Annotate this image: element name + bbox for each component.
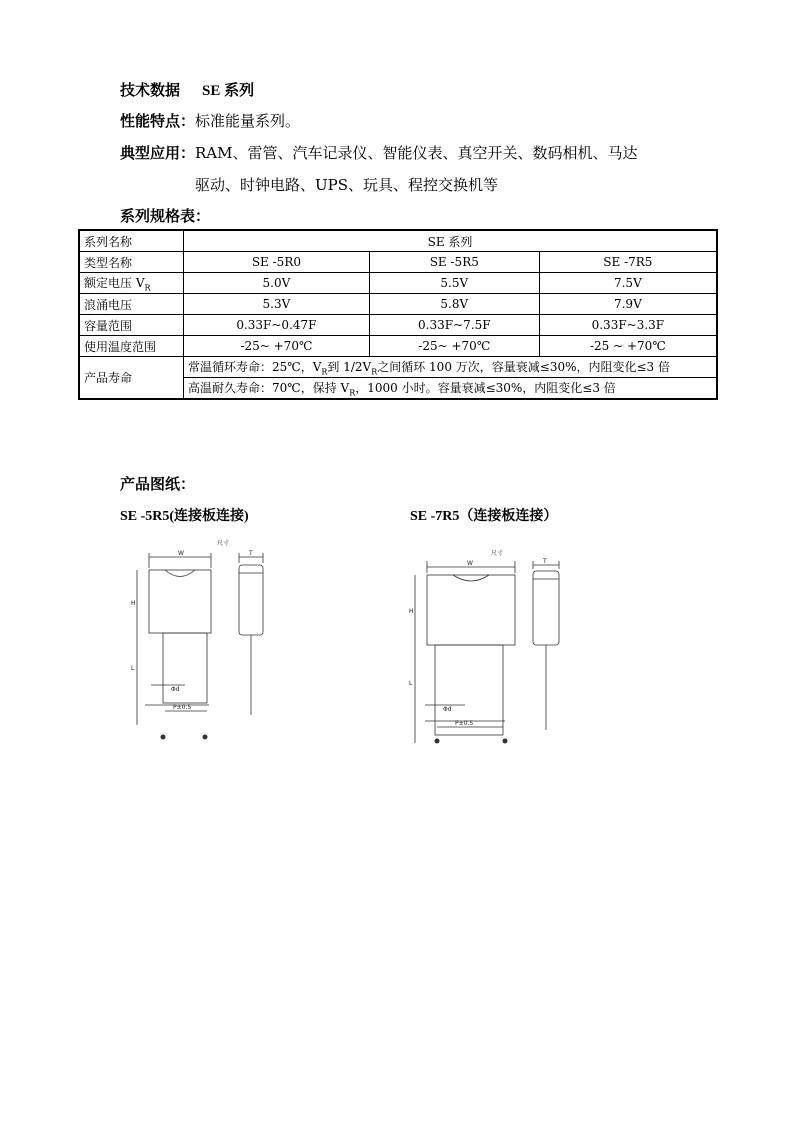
thickness-label: T — [543, 558, 547, 565]
life-label: 产品寿命 — [79, 357, 184, 400]
voltage-cell: 5.5V — [369, 273, 539, 294]
surge-cell: 5.3V — [184, 294, 370, 315]
diameter-label: Φd — [443, 706, 452, 713]
type-cell: SE -5R5 — [369, 252, 539, 273]
temp-label: 使用温度范围 — [79, 336, 184, 357]
spec-table-title: 系列规格表： — [120, 207, 211, 225]
spec-table — [78, 229, 718, 400]
features-line — [120, 110, 300, 131]
width-label: W — [467, 560, 473, 567]
temp-cell: -25 ~ +70℃ — [539, 336, 717, 357]
series-value: SE 系列 — [184, 230, 718, 252]
table-row — [79, 273, 717, 294]
temp-cell: -25~ +70℃ — [184, 336, 370, 357]
width-label: W — [178, 550, 184, 557]
type-cell: SE -5R0 — [184, 252, 370, 273]
voltage-cell: 7.5V — [539, 273, 717, 294]
type-cell: SE -7R5 — [539, 252, 717, 273]
height-label: H — [131, 600, 136, 607]
drawings-title: 产品图纸： — [120, 475, 196, 493]
drawing-right — [405, 545, 575, 755]
pitch-label: P±0.5 — [173, 704, 192, 711]
dimension-label: 尺寸 — [217, 540, 230, 547]
table-row — [79, 336, 717, 357]
heading-series: SE 系列 — [202, 83, 255, 99]
table-row — [79, 252, 717, 273]
surge-cell: 7.9V — [539, 294, 717, 315]
capacity-label: 容量范围 — [79, 315, 184, 336]
thickness-label: T — [249, 550, 253, 557]
features-text: 标准能量系列。 — [195, 112, 301, 130]
features-label: 性能特点： — [120, 112, 196, 130]
applications-line-1 — [120, 142, 638, 163]
diameter-label: Φd — [171, 686, 180, 693]
drawing-left-title: SE -5R5(连接板连接) — [120, 509, 249, 524]
capacity-cell: 0.33F~7.5F — [369, 315, 539, 336]
life-cycle-text: 常温循环寿命：25℃，$V_R$到 $1/2V_R$之间循环 100 万次，容量衰减≤30%，内阻变化≤3 倍 — [184, 357, 718, 378]
surge-label: 浪涌电压 — [79, 294, 184, 315]
drawing-right-title: SE -7R5（连接板连接） — [410, 509, 558, 524]
length-label: L — [131, 665, 135, 672]
voltage-cell: 5.0V — [184, 273, 370, 294]
capacity-cell: 0.33F~0.47F — [184, 315, 370, 336]
series-label: 系列名称 — [79, 230, 184, 252]
table-row — [79, 315, 717, 336]
applications-line-2 — [195, 174, 498, 195]
applications-text-1: RAM、雷管、汽车记录仪、智能仪表、真空开关、数码相机、马达 — [195, 144, 638, 162]
length-label: L — [409, 680, 413, 687]
capacity-cell: 0.33F~3.3F — [539, 315, 717, 336]
table-row — [79, 230, 717, 252]
applications-text-2: 驱动、时钟电路、UPS、玩具、程控交换机等 — [195, 176, 499, 194]
table-row — [79, 294, 717, 315]
table-row — [79, 357, 717, 378]
drawing-left — [125, 535, 285, 745]
heading-label: 技术数据 — [120, 81, 181, 99]
pitch-label: P±0.5 — [455, 720, 474, 727]
heading — [120, 79, 254, 100]
height-label: H — [409, 608, 414, 615]
temp-cell: -25~ +70℃ — [369, 336, 539, 357]
type-label: 类型名称 — [79, 252, 184, 273]
life-high-temp-text: 高温耐久寿命：70℃，保持 $V_R$，1000 小时。容量衰减≤30%，内阻变化≤3 倍 — [184, 378, 718, 400]
voltage-label: 额定电压 $V_R$ — [79, 273, 184, 294]
surge-cell: 5.8V — [369, 294, 539, 315]
dimension-label: 尺寸 — [491, 550, 504, 557]
applications-label: 典型应用： — [120, 144, 196, 162]
